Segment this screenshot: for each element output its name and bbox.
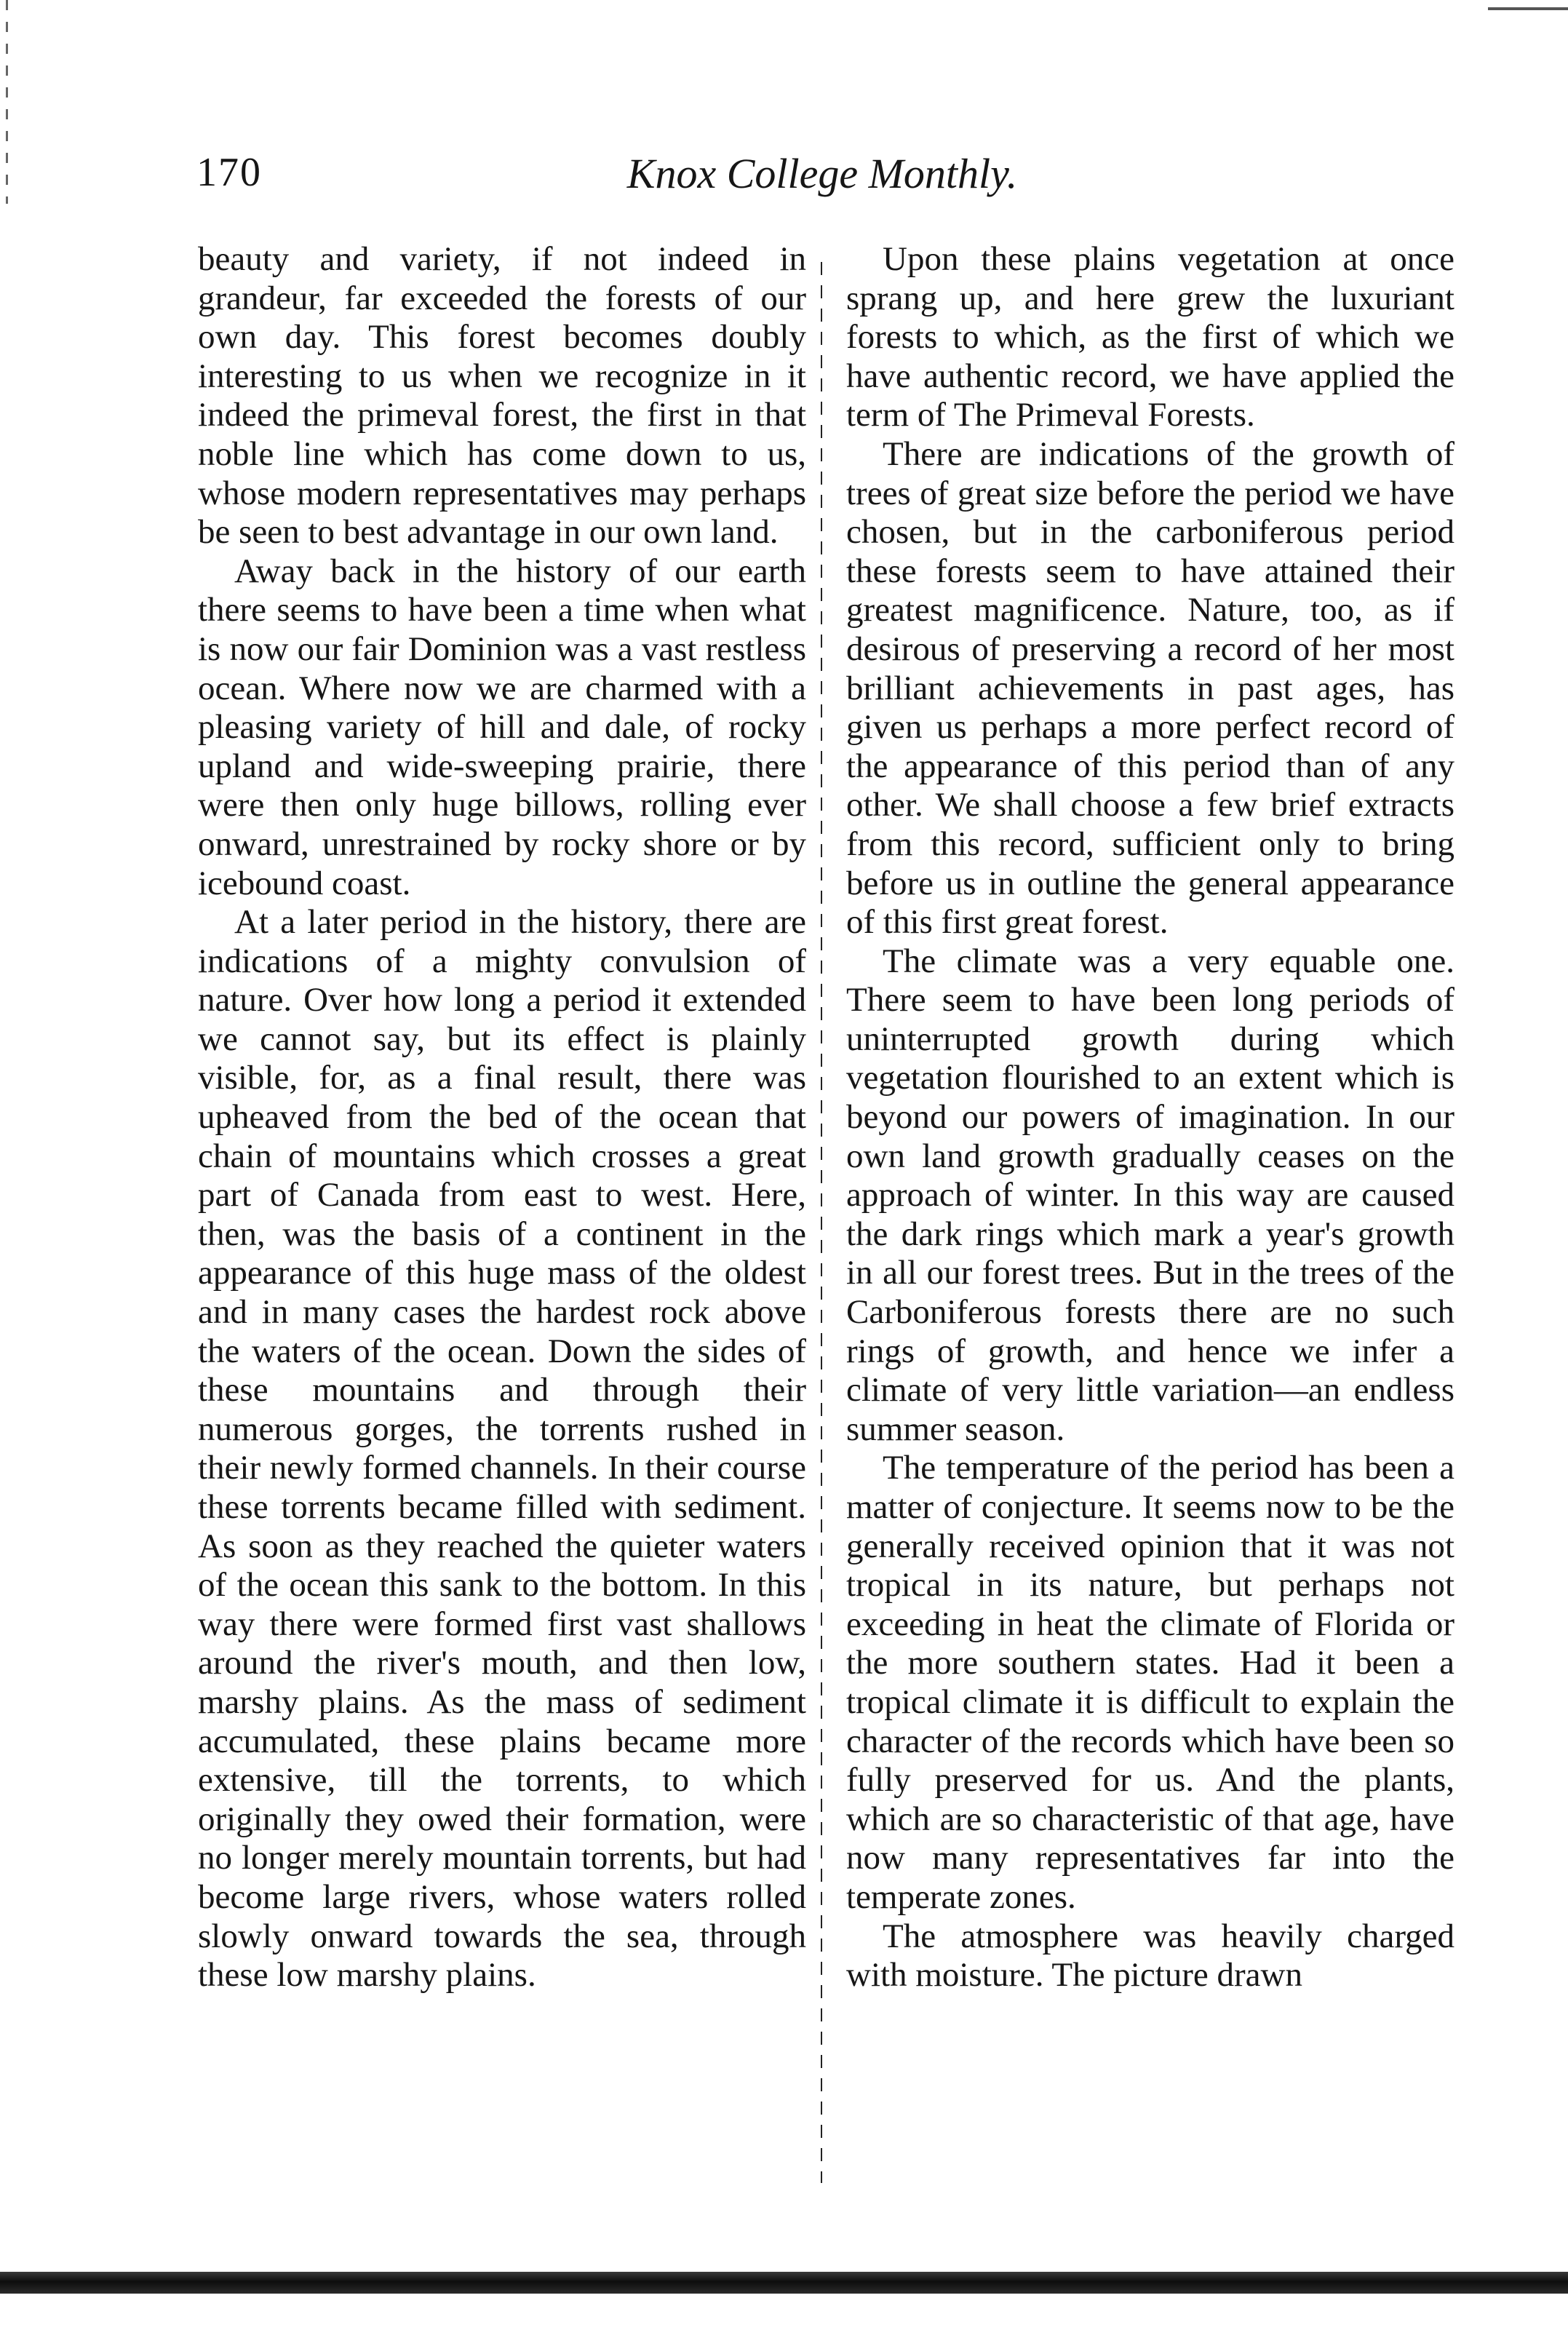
right-column <box>846 240 1454 2212</box>
paragraph: beauty and variety, if not indeed in grandeur, far exceeded the forests of our own day. This forest becomes doubly interesting to us when we recognize in it indeed the primeval forest, the first in that noble line which has come down to us, whose modern representatives may perhaps be seen to best advantage in our own land. <box>198 240 806 552</box>
scan-edge-marks <box>6 0 8 204</box>
paragraph: The atmosphere was heavily charged with moisture. The picture drawn <box>846 1917 1454 1995</box>
column-divider <box>821 262 822 2183</box>
scan-bottom-edge <box>0 2272 1568 2294</box>
paragraph: At a later period in the history, there are indications of a mighty convulsion of nature. Over how long a period it extended we cannot say, but its effect is plainly visible, for, as a final result, there was upheaved from the bed of the ocean that chain of mountains which crosses a great part of Canada from east to west. Here, then, was the basis of a continent in the appearance of this huge mass of the oldest and in many cases the hardest rock above the waters of the ocean. Down the sides of these mountains and through their numerous gorges, the torrents rushed in their newly formed channels. In their course these torrents became filled with sediment. As soon as they reached the quieter waters of the ocean this sank to the bottom. In this way there were formed first vast shallows around the river's mouth, and then low, marshy plains. As the mass of sediment accumulated, these plains became more extensive, till the torrents, to which originally they owed their formation, were no longer merely mountain torrents, but had become large rivers, whose waters rolled slowly onward towards the sea, through these low marshy plains. <box>198 903 806 1995</box>
page-number: 170 <box>196 150 262 195</box>
scan-corner-mark <box>1488 7 1568 10</box>
left-column <box>198 240 806 2212</box>
paragraph: Away back in the history of our earth there seems to have been a time when what is now our fair Dominion was a vast restless ocean. Where now we are charmed with a pleasing variety of hill and dale, of rocky upland and wide-sweeping prairie, there were then only huge billows, rolling ever onward, unrestrained by rocky shore or by icebound coast. <box>198 552 806 902</box>
paragraph: There are indications of the growth of trees of great size before the period we have chosen, but in the carboniferous period these forests seem to have attained their greatest magnificence. Nature, too, as if desirous of preserving a record of her most brilliant achievements in past ages, has given us perhaps a more perfect record of the appearance of this period than of any other. We shall choose a few brief extracts from this record, sufficient only to bring before us in outline the general appearance of this first great forest. <box>846 434 1454 942</box>
paragraph: The climate was a very equable one. There seem to have been long periods of uninterrupted growth during which vegetation flourished to an extent which is beyond our powers of imagination. In our own land growth gradually ceases on the approach of winter. In this way are caused the dark rings which mark a year's growth in all our forest trees. But in the trees of the Carboniferous forests there are no such rings of growth, and hence we infer a climate of very little variation—an endless summer season. <box>846 942 1454 1448</box>
paragraph: Upon these plains vegetation at once sprang up, and here grew the luxuriant forests to which, as the first of which we have authentic record, we have applied the term of The Primeval Forests. <box>846 240 1454 434</box>
paragraph: The temperature of the period has been a matter of conjecture. It seems now to be the generally received opinion that it was not tropical in its nature, but perhaps not exceeding in heat the climate of Florida or the more southern states. Had it been a tropical climate it is difficult to explain the character of the records which have been so fully preserved for us. And the plants, which are so characteristic of that age, have now many representatives far into the temperate zones. <box>846 1449 1454 1916</box>
running-head: Knox College Monthly. <box>626 150 1018 197</box>
page-header <box>196 149 1448 207</box>
